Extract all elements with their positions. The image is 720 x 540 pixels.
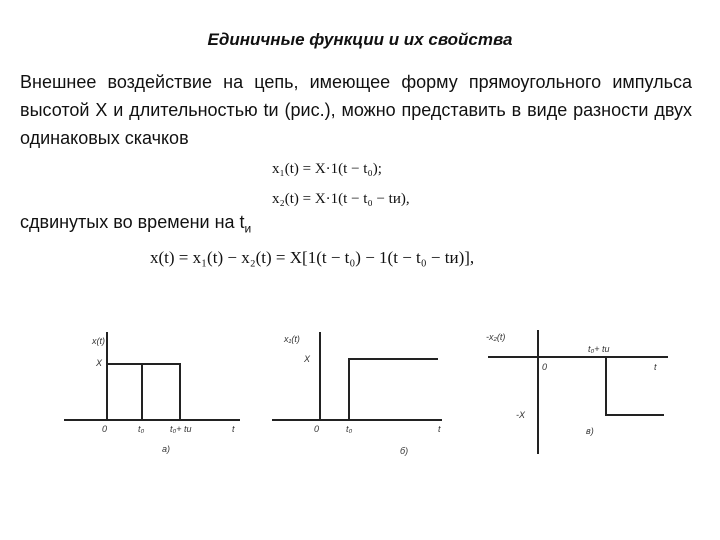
formula-x2: x₂(t) = X·1(t − t₀ − tи), xyxy=(272,191,410,207)
shift-text-main: сдвинутых во времени на t xyxy=(20,212,245,232)
plot-c-caption: в) xyxy=(586,426,594,436)
plot-b-ylabel: x₁(t) xyxy=(284,334,300,344)
plot-b xyxy=(262,326,452,468)
plot-c xyxy=(478,326,678,468)
plot-b-origin: 0 xyxy=(314,424,320,434)
plot-a xyxy=(62,326,252,468)
plot-b-t0: t₀ xyxy=(346,424,353,434)
plot-a-taxis: t xyxy=(232,424,235,434)
plot-c-origin: 0 xyxy=(542,362,548,372)
plot-c-taxis: t xyxy=(654,362,657,372)
formula-x1: x₁(t) = X·1(t − t₀); xyxy=(272,161,382,177)
shift-text-sub: и xyxy=(244,221,252,236)
plot-b-step xyxy=(349,359,438,420)
plot-a-caption: а) xyxy=(162,444,171,454)
plot-a-ylabel: x(t) xyxy=(92,336,105,346)
plot-a-pulse xyxy=(107,364,180,420)
page-title: Единичные функции и их свойства xyxy=(207,30,513,49)
formula-difference: x(t) = x₁(t) − x₂(t) = X[1(t − t₀) − 1(t − t₀ − tи)], xyxy=(150,248,475,267)
plot-b-taxis: t xyxy=(438,424,441,434)
plot-a-origin: 0 xyxy=(102,424,108,434)
plot-a-t0: t₀ xyxy=(138,424,145,434)
plot-c-t1: t₀+ tи xyxy=(588,344,610,354)
plot-c-ylabel: -x₂(t) xyxy=(486,332,506,342)
intro-paragraph: Внешнее воздействие на цепь, имеющее форму прямоугольного импульса высотой X и длительностью tи (рис.), можно представить в виде разности двух одинаковых скачков xyxy=(20,72,692,148)
plot-c-level: -X xyxy=(516,410,525,420)
plot-a-level: X xyxy=(96,358,103,368)
plot-a-t1: t₀+ tи xyxy=(170,424,192,434)
shift-text xyxy=(20,212,251,236)
plot-b-caption: б) xyxy=(400,446,409,456)
plot-b-level: X xyxy=(304,354,311,364)
